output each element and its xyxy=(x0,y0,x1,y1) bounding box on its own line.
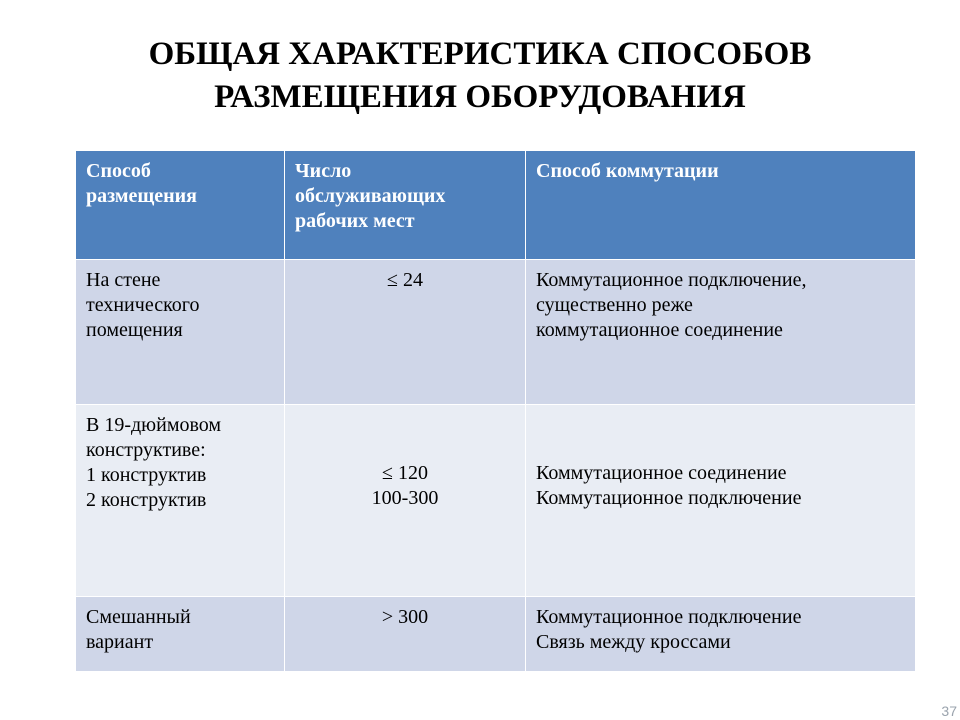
cell-line: 100-300 xyxy=(371,487,439,509)
cell-line: Коммутационное подключение xyxy=(536,487,802,509)
cell-line: В 19-дюймовом xyxy=(86,414,222,436)
header-switching-line: Способ коммутации xyxy=(536,160,719,182)
cell-line: ≤ 24 xyxy=(387,269,423,291)
cell-line: 2 конструктив xyxy=(86,489,207,511)
cell-line: коммутационное соединение xyxy=(536,319,783,341)
cell-line: > 300 xyxy=(381,606,429,628)
page-number: 37 xyxy=(941,703,957,719)
cell-line: ≤ 120 xyxy=(382,462,428,484)
header-workplaces-line: обслуживающих xyxy=(295,185,446,207)
slide-title-line-2: РАЗМЕЩЕНИЯ ОБОРУДОВАНИЯ xyxy=(214,79,746,115)
cell-line: конструктиве: xyxy=(86,439,206,461)
cell-placement xyxy=(76,405,285,597)
cell-line: Коммутационное соединение xyxy=(536,462,787,484)
cell-workplaces xyxy=(285,597,526,672)
cell-line: На стене xyxy=(86,269,161,291)
cell-line: Коммутационное подключение xyxy=(536,606,802,628)
cell-workplaces xyxy=(285,405,526,597)
header-workplaces xyxy=(285,151,526,260)
cell-line: Смешанный xyxy=(86,606,191,628)
slide-title-line-1: ОБЩАЯ ХАРАКТЕРИСТИКА СПОСОБОВ xyxy=(148,36,812,72)
cell-placement xyxy=(76,260,285,405)
header-switching xyxy=(526,151,916,260)
table-row xyxy=(76,260,916,405)
cell-placement xyxy=(76,597,285,672)
cell-line: Связь между кроссами xyxy=(536,631,731,653)
cell-line: существенно реже xyxy=(536,294,693,316)
header-placement-line: Способ xyxy=(86,160,151,182)
cell-switching xyxy=(526,405,916,597)
header-workplaces-line: Число xyxy=(295,160,352,182)
cell-line: вариант xyxy=(86,631,154,653)
cell-line: Коммутационное подключение, xyxy=(536,269,807,291)
header-placement-line: размещения xyxy=(86,185,198,207)
header-workplaces-line: рабочих мест xyxy=(295,210,415,232)
cell-workplaces xyxy=(285,260,526,405)
cell-line: технического xyxy=(86,294,200,316)
cell-switching xyxy=(526,597,916,672)
cell-switching xyxy=(526,260,916,405)
table-row xyxy=(76,597,916,672)
table-header-row xyxy=(76,151,916,260)
cell-line: помещения xyxy=(86,319,183,341)
table-row xyxy=(76,405,916,597)
slide-title xyxy=(40,33,920,119)
cell-line: 1 конструктив xyxy=(86,464,207,486)
placement-methods-table xyxy=(75,150,916,672)
header-placement xyxy=(76,151,285,260)
